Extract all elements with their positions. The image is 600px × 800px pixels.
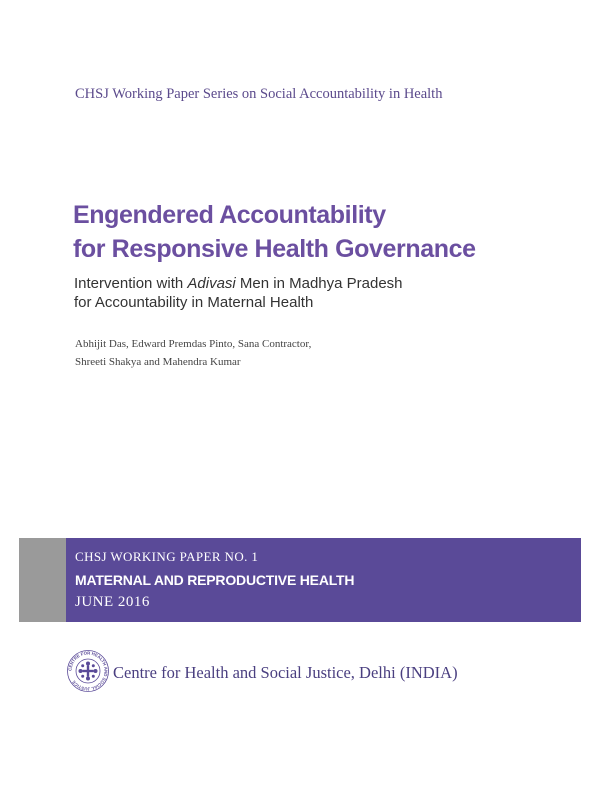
subtitle-line-1 — [74, 274, 403, 293]
authors-line-1: Abhijit Das, Edward Premdas Pinto, Sana Contractor, — [75, 338, 312, 350]
series-heading: CHSJ Working Paper Series on Social Accountability in Health — [75, 86, 443, 102]
title-line-1: Engendered Accountability — [73, 201, 386, 229]
band-grey-block — [19, 538, 66, 622]
subtitle-post: Men in Madhya Pradesh — [235, 275, 403, 292]
subtitle-line-2: for Accountability in Maternal Health — [74, 294, 314, 311]
organization-name: Centre for Health and Social Justice, Delhi (INDIA) — [113, 663, 458, 682]
logo-ring-text: CENTRE FOR HEALTH AND SOCIAL JUSTICE — [67, 650, 109, 692]
paper-date: JUNE 2016 — [75, 594, 150, 610]
chsj-logo-icon — [67, 650, 109, 692]
paper-topic: MATERNAL AND REPRODUCTIVE HEALTH — [75, 572, 355, 588]
document-subtitle — [74, 274, 403, 312]
authors-line-2: Shreeti Shakya and Mahendra Kumar — [75, 356, 241, 368]
document-title — [73, 198, 476, 266]
band-text — [75, 549, 354, 611]
working-paper-number: CHSJ WORKING PAPER NO. 1 — [75, 549, 259, 564]
subtitle-pre: Intervention with — [74, 275, 188, 292]
authors — [75, 335, 311, 371]
subtitle-italic: Adivasi — [187, 275, 236, 292]
title-line-2: for Responsive Health Governance — [73, 235, 476, 263]
